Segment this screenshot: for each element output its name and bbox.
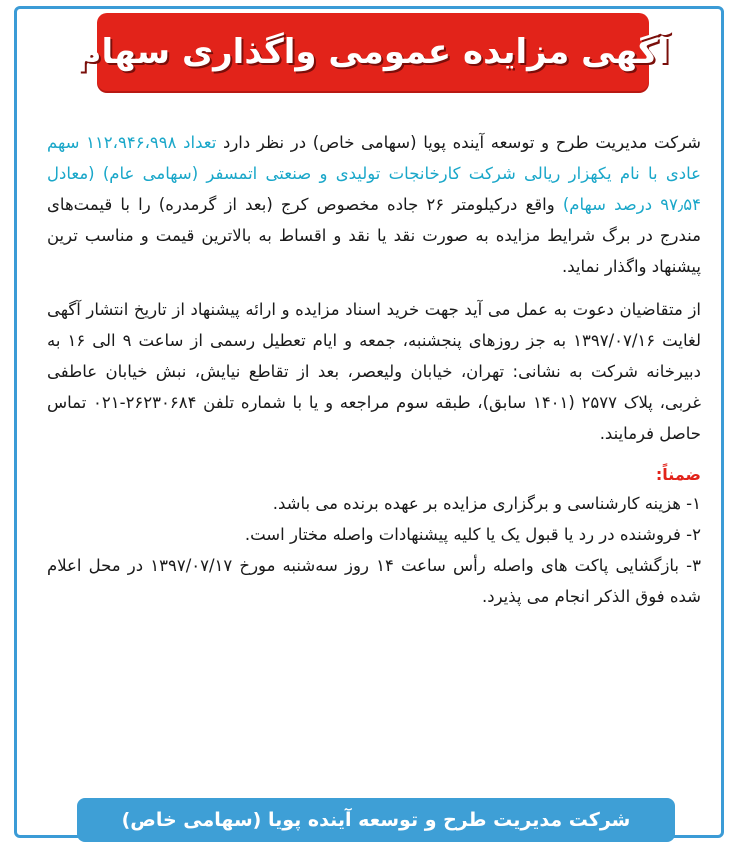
title-banner: [76, 13, 670, 91]
footer-banner: [77, 798, 675, 842]
ad-body: [47, 127, 701, 612]
page-title: آگهی مزایده عمومی واگذاری سهام: [76, 32, 670, 72]
intro-paragraph: [47, 127, 701, 282]
footer-company: شرکت مدیریت طرح و توسعه آینده پویا (سهامی خاص): [121, 809, 631, 831]
invitation-paragraph: از متقاضیان دعوت به عمل می آید جهت خرید اسناد مزایده و ارائه پیشنهاد از تاریخ انتشار آگهی لغایت ۱۳۹۷/۰۷/۱۶ به جز روزهای پنجشنبه، جمعه و ایام تعطیل رسمی از ساعت ۹ الی ۱۶ به دبیرخانه شرکت به نشانی: تهران، خیابان ولیعصر، بعد از تقاطع نیایش، نبش خیابان عاطفی غربی، پلاک ۲۵۷۷ (۱۴۰۱ سابق)، طبقه سوم مراجعه و یا با شماره تلفن ۲۶۲۳۰۶۸۴-۰۲۱ تماس حاصل فرمایند.: [47, 300, 701, 443]
ad-frame: [14, 6, 724, 838]
notes-heading: ضمناً:: [655, 465, 701, 484]
note-item: ۳- بازگشایی پاکت های واصله رأس ساعت ۱۴ روز سه‌شنبه مورخ ۱۳۹۷/۰۷/۱۷ در محل اعلام شده فوق الذکر انجام می پذیرد.: [47, 556, 702, 606]
intro-company: شرکت مدیریت طرح و توسعه آینده پویا (سهامی خاص) در نظر دارد: [222, 133, 701, 152]
note-item: ۱- هزینه کارشناسی و برگزاری مزایده بر عهده برنده می باشد.: [272, 494, 701, 513]
notes-list: [47, 488, 701, 612]
intro-terms: واقع درکیلومتر ۲۶ جاده مخصوص کرج (بعد از گرمدره) را با قیمت‌های مندرج در برگ شرایط مزایده به صورت نقد یا نقد و اقساط به بالاترین قیمت و مناسب ترین پیشنهاد واگذار نماید.: [47, 195, 701, 276]
intro-shares: تعداد ۱۱۲،۹۴۶،۹۹۸ سهم عادی با نام یکهزار ریالی شرکت کارخانجات تولیدی و صنعتی اتمسفر (سهامی عام) (معادل ۹۷٫۵۴ درصد سهام): [47, 133, 701, 214]
note-item: ۲- فروشنده در رد یا قبول یک یا کلیه پیشنهادات واصله مختار است.: [244, 525, 701, 544]
